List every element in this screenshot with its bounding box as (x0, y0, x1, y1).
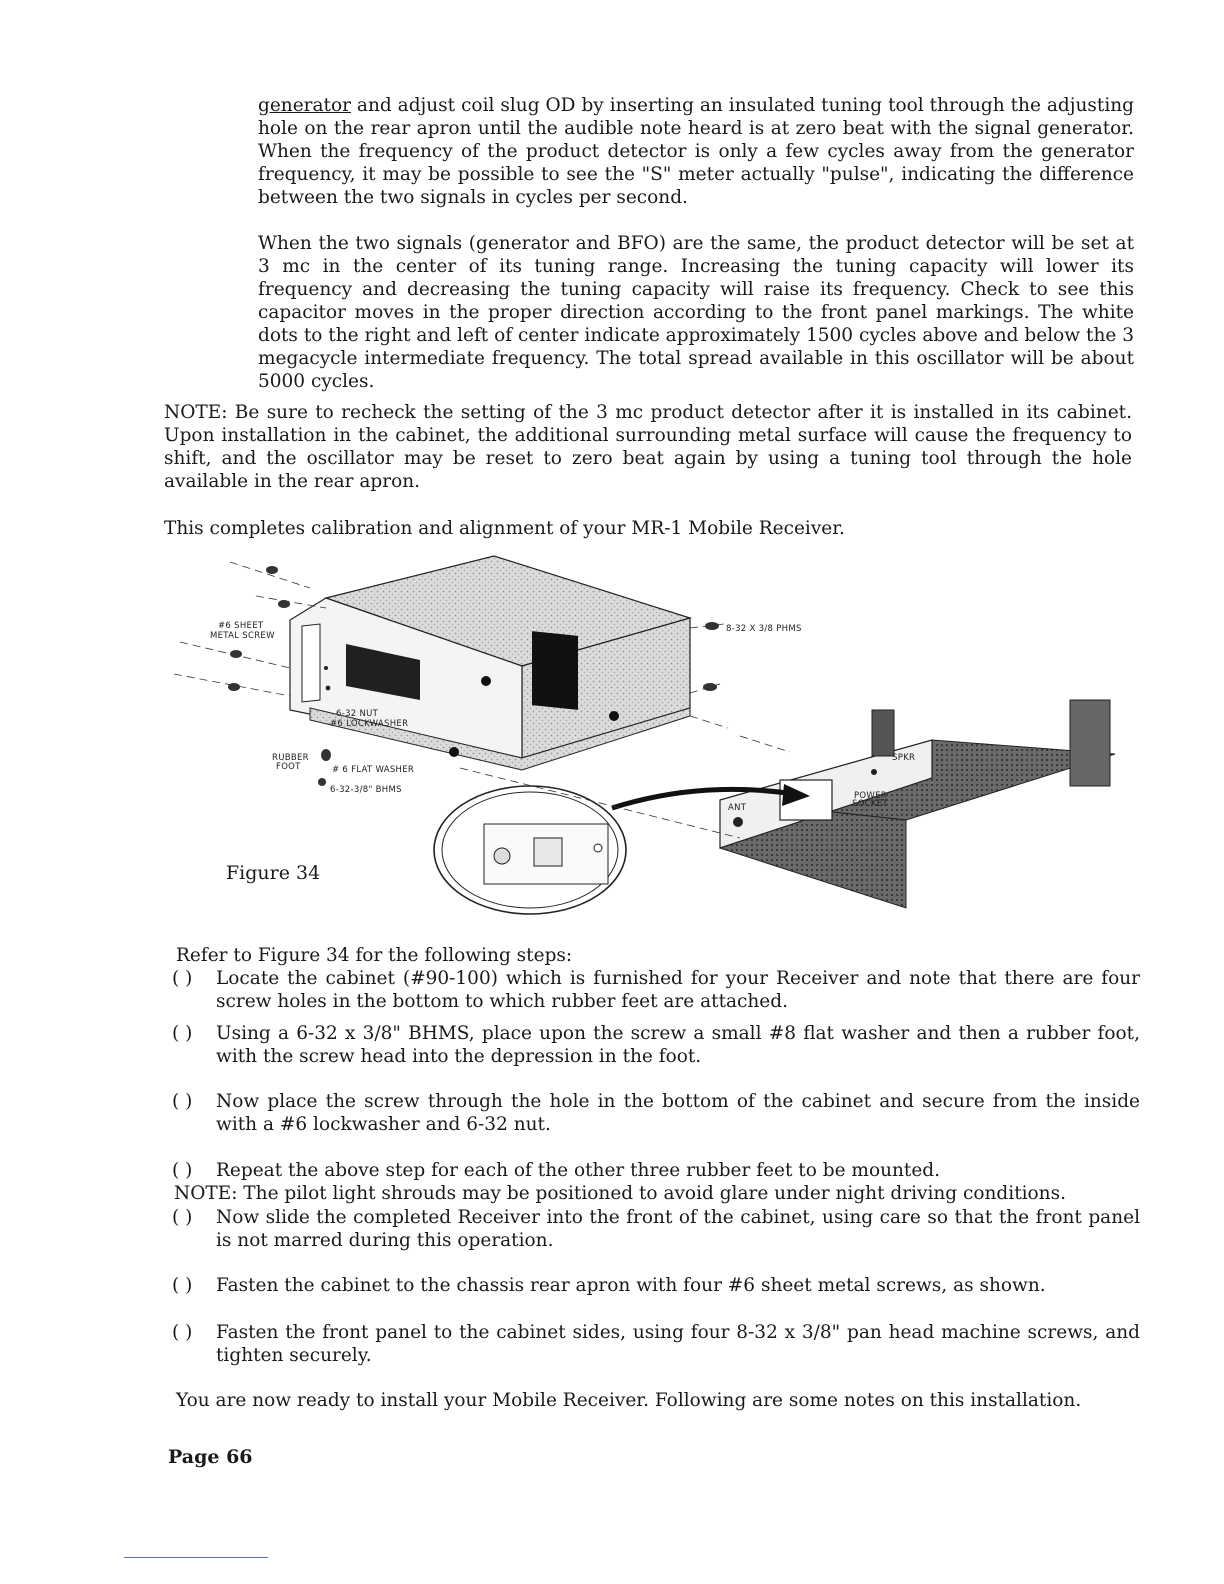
paragraph-zero-beat (258, 94, 1134, 209)
page-number: Page 66 (168, 1446, 253, 1468)
steps-intro: Refer to Figure 34 for the following steps: (176, 945, 573, 966)
underlined-word: generator (258, 95, 351, 116)
callout-power-2: SOCKET (852, 799, 888, 809)
step-locate-cabinet (172, 967, 1140, 1013)
callout-bhms: 6-32-3/8" BHMS (330, 785, 402, 795)
callout-nut: 6-32 NUT (336, 709, 379, 719)
step-fasten-panel (172, 1321, 1140, 1367)
step-text: Fasten the cabinet to the chassis rear apron with four #6 sheet metal screws, as shown. (216, 1275, 1046, 1296)
callout-pan-head: 8-32 X 3/8 PHMS (726, 624, 802, 634)
step-text: Using a 6-32 x 3/8" BHMS, place upon the screw a small #8 flat washer and then a rubber foot, with the screw head into the depression in the foot. (216, 1023, 1140, 1067)
checkbox-marker[interactable]: ( ) (172, 1275, 193, 1296)
paragraph-tuning-range: When the two signals (generator and BFO) are the same, the product detector will be set at 3 mc in the center of its tuning range. Increasing the tuning capacity will lower its frequency and decreasing the tuning capacity will raise its frequency. Check to see this capacitor moves in the proper direction according to the front panel markings. The white dots to the right and left of center indicate approximately 1500 cycles above and below the 3 megacycle intermediate frequency. The total spread available in this oscillator will be about 5000 cycles. (258, 233, 1134, 392)
callout-sheet-metal-2: METAL SCREW (210, 631, 275, 641)
paragraph-zero-beat-text: and adjust coil slug OD by inserting an insulated tuning tool through the adjusting hole on the rear apron until the audible note heard is at zero beat with the signal generator. When the frequency of the product detector is only a few cycles away from the generator frequency, it may be possible to see the "S" meter actually "pulse", indicating the difference between the two signals in cycles per second. (258, 95, 1134, 208)
callout-sheet-metal-1: #6 SHEET (218, 621, 264, 631)
note-recheck: NOTE: Be sure to recheck the setting of the 3 mc product detector after it is installed in its cabinet. Upon installation in the cabinet, the additional surrounding metal surface will cause the frequency to shift, and the oscillator may be reset to zero beat again by using a tuning tool through the hole available in the rear apron. (164, 402, 1132, 492)
callout-spkr: SPKR (892, 753, 916, 763)
receiver-drawing (720, 700, 1115, 908)
figure-caption: Figure 34 (226, 862, 321, 884)
step-slide-receiver (172, 1206, 1140, 1252)
step-text: Locate the cabinet (#90-100) which is furnished for your Receiver and note that there are four screw holes in the bottom to which rubber feet are attached. (216, 968, 1140, 1012)
step-using-bhms (172, 1022, 1140, 1068)
checkbox-marker[interactable]: ( ) (172, 968, 193, 989)
callout-ant: ANT (728, 803, 747, 813)
checkbox-marker[interactable]: ( ) (172, 1091, 193, 1112)
step-text: Now place the screw through the hole in the bottom of the cabinet and secure from the inside with a #6 lockwasher and 6-32 nut. (216, 1091, 1140, 1135)
closing-paragraph: You are now ready to install your Mobile Receiver. Following are some notes on this installation. (176, 1390, 1082, 1411)
callout-flat-washer: # 6 FLAT WASHER (332, 765, 415, 775)
step-place-screw (172, 1090, 1140, 1136)
step-text: Repeat the above step for each of the other three rubber feet to be mounted. (216, 1160, 941, 1181)
step-text: Now slide the completed Receiver into the front of the cabinet, using care so that the front panel is not marred during this operation. (216, 1207, 1140, 1251)
callout-lockwasher: #6 LOCKWASHER (330, 719, 409, 729)
callout-rubber-2: FOOT (276, 762, 301, 772)
callout-power-1: POWER (854, 791, 887, 801)
rear-panel-inset (434, 786, 626, 914)
note-pilot-light: NOTE: The pilot light shrouds may be positioned to avoid glare under night driving conditions. (174, 1183, 1066, 1204)
checkbox-marker[interactable]: ( ) (172, 1322, 193, 1343)
cabinet-drawing (290, 556, 690, 770)
step-fasten-cabinet (172, 1274, 1140, 1297)
footer-rule (124, 1557, 268, 1558)
checkbox-marker[interactable]: ( ) (172, 1160, 193, 1181)
callout-rubber-1: RUBBER (272, 753, 309, 763)
paragraph-completes: This completes calibration and alignment of your MR-1 Mobile Receiver. (164, 518, 845, 539)
checkbox-marker[interactable]: ( ) (172, 1207, 193, 1228)
step-text: Fasten the front panel to the cabinet sides, using four 8-32 x 3/8" pan head machine screws, and tighten securely. (216, 1322, 1140, 1366)
step-repeat (172, 1159, 1140, 1182)
checkbox-marker[interactable]: ( ) (172, 1023, 193, 1044)
